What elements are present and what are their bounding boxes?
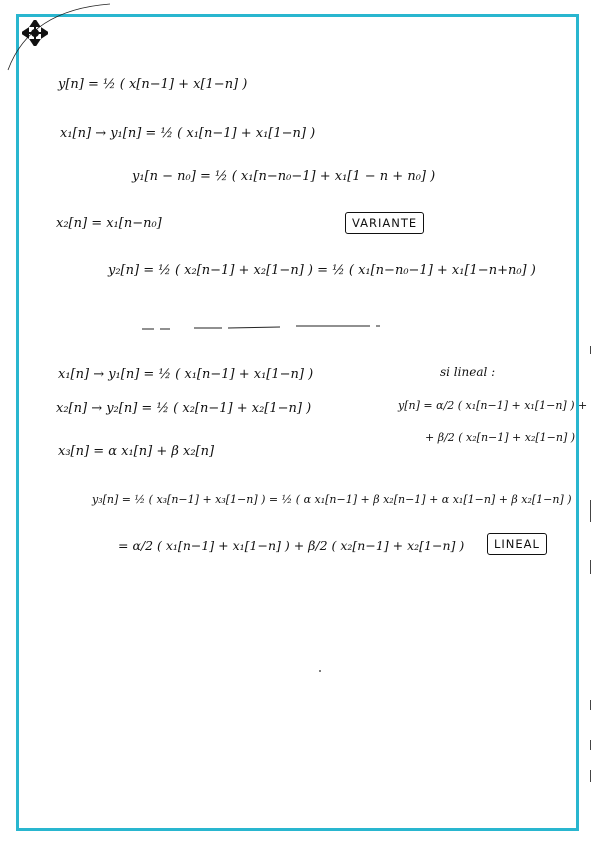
si-lineal-equation-1: y[n] = α/2 ( x₁[n−1] + x₁[1−n] ) +: [398, 399, 588, 412]
move-arrows-icon[interactable]: [22, 20, 48, 46]
si-lineal-label: si lineal :: [440, 365, 496, 379]
lineal-badge: LINEAL: [487, 533, 547, 555]
corner-arc-decoration: [0, 0, 120, 80]
shifted-signal-equation: x₂[n] = x₁[n−n₀]: [56, 216, 162, 231]
section-divider: [140, 322, 390, 332]
system-definition: y[n] = ½ ( x[n−1] + x[1−n] ): [58, 77, 248, 92]
stray-mark: [319, 670, 321, 672]
linearity-x1-equation: x₁[n] → y₁[n] = ½ ( x₁[n−1] + x₁[1−n] ): [58, 367, 314, 382]
y3-result-equation: = α/2 ( x₁[n−1] + x₁[1−n] ) + β/2 ( x₂[n−1] + x₂[1−n] ): [118, 538, 465, 553]
variante-badge: VARIANTE: [345, 212, 424, 234]
shift-result-equation: y₂[n] = ½ ( x₂[n−1] + x₂[1−n] ) = ½ ( x₁[n−n₀−1] + x₁[1−n+n₀] ): [108, 263, 536, 278]
si-lineal-equation-2: + β/2 ( x₂[n−1] + x₂[1−n] ): [425, 431, 576, 444]
shift-input-equation: x₁[n] → y₁[n] = ½ ( x₁[n−1] + x₁[1−n] ): [60, 126, 316, 141]
linearity-x2-equation: x₂[n] → y₂[n] = ½ ( x₂[n−1] + x₂[1−n] ): [56, 401, 312, 416]
y3-expansion-equation: y₃[n] = ½ ( x₃[n−1] + x₃[1−n] ) = ½ ( α x₁[n−1] + β x₂[n−1] + α x₁[1−n] + β x₂[1−n] ): [92, 493, 572, 506]
margin-scan-marks: [588, 0, 600, 848]
shift-output-equation: y₁[n − n₀] = ½ ( x₁[n−n₀−1] + x₁[1 − n + n₀] ): [132, 169, 436, 184]
linearity-x3-definition: x₃[n] = α x₁[n] + β x₂[n]: [58, 444, 215, 459]
